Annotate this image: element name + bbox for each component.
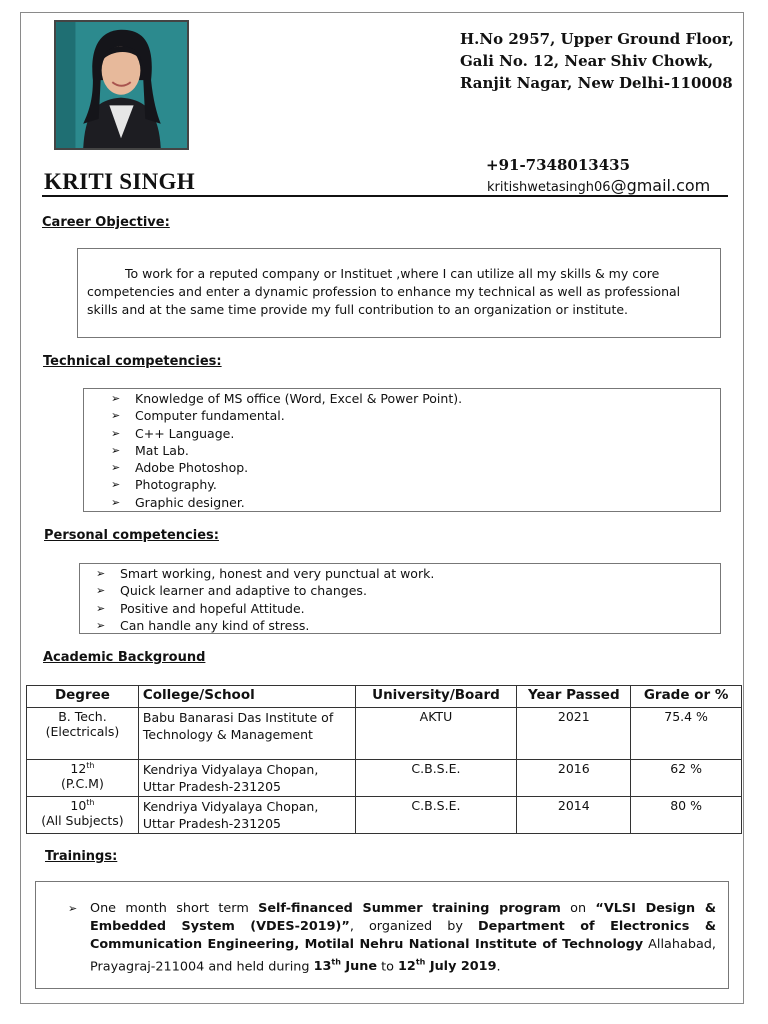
training-text: .: [496, 959, 501, 975]
list-item: [96, 600, 720, 617]
arrow-bullet-icon: ➢: [96, 601, 106, 615]
college-cell: Kendriya Vidyalaya Chopan, Uttar Pradesh-231205: [138, 797, 355, 834]
date-month: June: [340, 959, 378, 975]
degree-name: [31, 798, 134, 813]
training-text: to: [377, 959, 399, 975]
grade-cell: 75.4 %: [631, 708, 742, 760]
degree-number: 12: [70, 761, 87, 777]
list-item-text: C++ Language.: [135, 425, 235, 441]
board-cell: C.B.S.E.: [355, 797, 517, 834]
candidate-name: KRITI SINGH: [44, 169, 195, 194]
board-cell: C.B.S.E.: [355, 760, 517, 797]
list-item-text: Smart working, honest and very punctual at work.: [120, 566, 435, 581]
arrow-bullet-icon: ➢: [111, 392, 121, 405]
arrow-bullet-icon: ➢: [111, 443, 121, 457]
technical-competencies-heading: Technical competencies:: [43, 354, 222, 369]
list-item-text: Quick learner and adaptive to changes.: [120, 583, 367, 599]
degree-stream: (Electricals): [45, 724, 120, 739]
column-header-year: Year Passed: [517, 686, 631, 708]
arrow-bullet-icon: ➢: [96, 584, 106, 598]
table-row: [27, 760, 742, 797]
profile-photo-image: [56, 22, 187, 148]
degree-suffix: th: [86, 761, 95, 770]
column-header-board: University/Board: [355, 686, 517, 708]
email-user: kritishwetasingh06: [487, 180, 611, 195]
profile-photo: [54, 20, 189, 150]
list-item: [96, 617, 720, 634]
table-header-row: [27, 686, 742, 708]
column-header-college: College/School: [138, 686, 355, 708]
trainings-heading: Trainings:: [45, 849, 118, 864]
training-program: Self-financed Summer training program: [258, 901, 561, 916]
training-organizer: Department of Electronics & Communication Engineering, Motilal Nehru National Institute of Technology: [90, 919, 717, 952]
list-item-text: Adobe Photoshop.: [135, 460, 249, 476]
arrow-bullet-icon: ➢: [111, 495, 121, 509]
academic-table: [26, 685, 742, 834]
date-month: July 2019: [425, 959, 497, 975]
degree-cell: [27, 797, 139, 834]
arrow-bullet-icon: ➢: [68, 902, 78, 915]
email-domain: @gmail.com: [610, 176, 711, 195]
degree-cell: [27, 708, 139, 760]
degree-name: [31, 761, 134, 776]
year-cell: 2016: [517, 760, 631, 797]
list-item: [96, 565, 720, 582]
board-cell: AKTU: [355, 708, 517, 760]
grade-cell: 80 %: [631, 797, 742, 834]
year-cell: 2021: [517, 708, 631, 760]
degree-stream: (All Subjects): [41, 813, 124, 829]
personal-competencies-heading: Personal competencies:: [44, 528, 219, 543]
date-suffix: th: [415, 958, 426, 967]
list-item-text: Photography.: [135, 477, 217, 493]
list-item-text: Can handle any kind of stress.: [120, 617, 310, 633]
list-item: [111, 476, 720, 493]
table-row: [27, 708, 742, 760]
list-item: [111, 442, 720, 459]
email-address[interactable]: [487, 176, 710, 195]
degree-cell: [27, 760, 139, 797]
date-day: 12: [398, 959, 416, 975]
academic-background-heading: Academic Background: [43, 650, 206, 665]
address-block: [460, 28, 740, 94]
arrow-bullet-icon: ➢: [96, 618, 106, 632]
date-day: 13: [313, 959, 332, 975]
career-objective-box: [77, 248, 721, 338]
training-text: One month short term: [90, 901, 259, 916]
list-item-text: Positive and hopeful Attitude.: [120, 600, 305, 616]
column-header-grade: Grade or %: [631, 686, 742, 708]
career-objective-text: To work for a reputed company or Instituet ,where I can utilize all my skills & my core competencies and enter a dynamic profession to enhance my technical as well as professional skills and at the same time provide my full contribution to an organization or institute.: [87, 266, 681, 317]
name-divider: [42, 195, 728, 197]
training-text: , organized by: [349, 919, 479, 934]
arrow-bullet-icon: ➢: [111, 409, 121, 423]
list-item-text: Computer fundamental.: [135, 408, 285, 424]
grade-cell: 62 %: [631, 760, 742, 797]
list-item: [111, 390, 720, 407]
date-suffix: th: [331, 958, 341, 967]
list-item: [111, 407, 720, 424]
arrow-bullet-icon: ➢: [96, 567, 106, 580]
personal-competencies-box: [79, 563, 721, 634]
list-item-text: Mat Lab.: [135, 442, 189, 458]
table-row: [27, 797, 742, 834]
address-line-1: H.No 2957, Upper Ground Floor,: [460, 30, 734, 48]
technical-competencies-box: [83, 388, 721, 512]
arrow-bullet-icon: ➢: [111, 478, 121, 492]
training-item: [90, 900, 716, 976]
technical-list: [111, 390, 720, 511]
list-item-text: Knowledge of MS office (Word, Excel & Power Point).: [135, 391, 463, 406]
degree-name: B. Tech.: [58, 709, 107, 724]
training-text: Allahabad, Prayagraj-211004 and held during: [90, 937, 716, 975]
training-end-date: [398, 959, 496, 974]
list-item-text: Graphic designer.: [135, 494, 245, 510]
degree-suffix: th: [86, 798, 95, 807]
career-objective-heading: Career Objective:: [42, 215, 170, 230]
year-cell: 2014: [517, 797, 631, 834]
address-line-2: Gali No. 12, Near Shiv Chowk,: [460, 52, 714, 70]
degree-number: 10: [70, 798, 87, 814]
column-header-degree: Degree: [27, 686, 139, 708]
personal-list: [96, 565, 720, 634]
trainings-box: [35, 881, 729, 989]
training-title: “VLSI Design & Embedded System (VDES-2019)”: [90, 901, 717, 934]
arrow-bullet-icon: ➢: [111, 426, 121, 440]
training-start-date: [314, 959, 377, 974]
college-cell: Babu Banarasi Das Institute of Technology & Management: [138, 708, 355, 760]
degree-stream: (P.C.M): [61, 776, 104, 792]
phone-number: +91-7348013435: [486, 156, 631, 174]
list-item: [96, 582, 720, 599]
college-cell: Kendriya Vidyalaya Chopan, Uttar Pradesh-231205: [138, 760, 355, 797]
list-item: [111, 459, 720, 476]
list-item: [111, 425, 720, 442]
arrow-bullet-icon: ➢: [111, 461, 121, 475]
list-item: [111, 494, 720, 511]
address-line-3: Ranjit Nagar, New Delhi-110008: [460, 74, 733, 92]
training-text: on: [560, 901, 596, 916]
